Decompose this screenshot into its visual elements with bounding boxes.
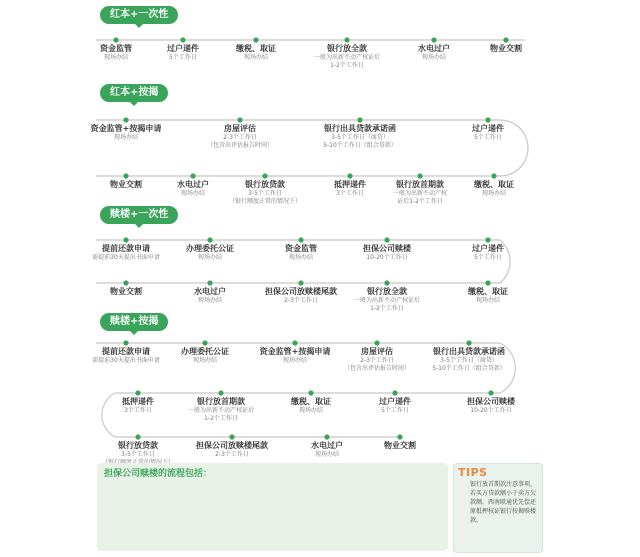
section-title-red-mortgage: 红本+按揭 [100, 84, 168, 102]
section-1-step-3-detail: 5个工作日 [474, 134, 502, 141]
section-2-step-2-detail: 现场办结 [288, 254, 313, 261]
section-1-step-4-detail: 现场办结 [481, 190, 506, 197]
section-2-step-4-dot [485, 237, 490, 242]
section-3-step-11-detail: 2-3个工作日 [215, 451, 249, 458]
section-0-step-0-label: 资金监管 [100, 44, 132, 53]
section-3-step-4-detail: 5-10个工作日（组合贷款） [432, 365, 506, 372]
section-1-step-2 [323, 124, 397, 150]
section-3-step-0 [92, 347, 160, 365]
section-2-step-8-label: 水电过户 [194, 287, 226, 296]
section-0-step-5 [490, 44, 522, 54]
section-2-step-9-dot [123, 280, 128, 285]
section-3-step-4 [432, 347, 506, 373]
section-0-step-1-dot [180, 37, 185, 42]
section-3-step-2 [260, 347, 331, 365]
section-2-step-8 [194, 287, 226, 305]
section-1-step-2-detail: 3-5个工作日（商贷） [331, 134, 389, 141]
section-2-step-5 [468, 287, 508, 305]
section-0-step-1-detail: 5个工作日 [169, 54, 197, 61]
section-3-step-13 [384, 441, 416, 451]
section-0-step-5-label: 物业交割 [490, 44, 522, 53]
section-title-redeem-one-time: 赎楼+一次性 [100, 206, 178, 224]
section-2-step-9 [110, 287, 142, 297]
section-2-step-1-detail: 现场办结 [197, 254, 222, 261]
section-3-step-12-label: 水电过户 [311, 441, 343, 450]
section-1-step-0 [91, 124, 162, 142]
section-2-step-5-dot [485, 280, 490, 285]
section-2-step-5-detail: 现场办结 [475, 297, 500, 304]
section-0-step-2-detail: 现场办结 [243, 54, 268, 61]
section-1-step-2-detail: 5-10个工作日（组合贷款） [323, 142, 397, 149]
section-0-step-1 [167, 44, 199, 62]
section-1-step-3 [472, 124, 504, 142]
section-3-step-12-detail: 现场办结 [314, 451, 339, 458]
section-1-step-1-detail: （包含出评估报告时间） [206, 142, 274, 149]
section-2-step-2 [285, 244, 317, 262]
section-1-step-7 [229, 180, 301, 206]
section-1-step-1-label: 房屋评估 [223, 124, 256, 133]
section-3-step-5-detail: 10-20个工作日 [470, 407, 512, 414]
section-3-step-13-label: 物业交割 [384, 441, 416, 450]
section-3-step-9-label: 抵押递件 [122, 397, 154, 406]
section-3-step-6-dot [392, 390, 397, 395]
section-0-step-0 [100, 44, 132, 62]
section-3-step-5-dot [488, 390, 493, 395]
section-3-step-3-dot [374, 340, 379, 345]
section-3-step-10-label: 银行放贷款 [117, 441, 158, 450]
section-1-step-6-label: 抵押递件 [334, 180, 366, 189]
section-title-redeem-mortgage: 赎楼+按揭 [100, 313, 168, 331]
section-3-step-5-label: 担保公司赎楼 [467, 397, 515, 406]
section-1-step-9 [110, 180, 142, 190]
section-3-step-0-detail: 需提前30天提出书面申请 [92, 357, 160, 364]
section-1-step-0-detail: 现场办结 [113, 134, 139, 141]
section-1-step-5-detail: 一般为出新不动产权 [392, 190, 448, 197]
section-3-step-7-dot [308, 390, 313, 395]
section-0-step-3-dot [344, 37, 349, 42]
section-2-step-3-detail: 10-20个工作日 [366, 254, 408, 261]
section-2-step-0 [92, 244, 160, 262]
section-3-step-1-detail: 现场办结 [192, 357, 217, 364]
section-2-step-7-detail: 2-3个工作日 [284, 297, 318, 304]
section-1-step-4-label: 缴税、取证 [474, 180, 514, 189]
section-1-step-9-label: 物业交割 [110, 180, 142, 189]
section-0-step-4-detail: 现场办结 [421, 54, 446, 61]
section-1-step-7-label: 银行放贷款 [244, 180, 285, 189]
section-2-step-6 [354, 287, 420, 313]
section-3-step-8-detail: 一般为出新不动产权证后 [187, 407, 255, 414]
section-0-step-3 [314, 44, 380, 70]
section-2-step-1-dot [207, 237, 212, 242]
section-1-step-2-label: 银行出具贷款承诺函 [324, 124, 396, 133]
section-1-step-8 [177, 180, 209, 198]
section-3-step-11-dot [229, 434, 234, 439]
section-3-step-9-detail: 3个工作日 [124, 407, 152, 414]
section-1-step-5-dot [417, 173, 422, 178]
section-2-step-3 [363, 244, 411, 262]
section-0-step-2-dot [253, 37, 258, 42]
section-3-step-11-label: 担保公司放赎楼尾款 [196, 441, 268, 450]
section-3-step-1 [181, 347, 229, 365]
section-3-step-9-dot [135, 390, 140, 395]
section-2-step-7-label: 担保公司放赎楼尾款 [265, 287, 337, 296]
section-0-step-2-label: 缴税、取证 [236, 44, 276, 53]
section-3-step-4-dot [466, 340, 471, 345]
section-3-step-6 [379, 397, 411, 415]
section-2-step-7 [265, 287, 337, 305]
section-3-step-1-dot [202, 340, 207, 345]
section-2-step-1 [186, 244, 234, 262]
section-3-step-8-detail: 1-2个工作日 [204, 415, 238, 422]
section-2-step-3-label: 担保公司赎楼 [363, 244, 411, 253]
section-1-step-7-detail: 3-5个工作日 [248, 190, 282, 197]
section-0-step-0-dot [113, 37, 118, 42]
section-1-step-5 [393, 180, 447, 206]
section-1-step-6 [334, 180, 366, 198]
section-2-step-4 [472, 244, 504, 262]
section-3-step-3 [344, 347, 410, 373]
section-3-step-4-detail: 3-5个工作日（商贷） [440, 357, 498, 364]
section-3-step-0-dot [123, 340, 128, 345]
section-2-step-2-dot [298, 237, 303, 242]
section-2-step-6-dot [384, 280, 389, 285]
section-3-step-4-label: 银行出具贷款承诺函 [433, 347, 505, 356]
section-3-step-3-detail: 2-3个工作日 [360, 357, 394, 364]
section-0-step-5-dot [503, 37, 508, 42]
section-3-step-12-dot [324, 434, 329, 439]
section-3-step-2-label: 资金监管+按揭申请 [259, 347, 331, 356]
section-1-step-6-dot [347, 173, 352, 178]
section-1-step-1 [207, 124, 273, 150]
section-0-step-2 [236, 44, 276, 62]
section-3-step-10-dot [135, 434, 140, 439]
section-0-step-4-dot [431, 37, 436, 42]
section-2-step-6-detail: 一般为出新不动产权证后 [353, 297, 421, 304]
section-3-step-1-label: 办理委托公证 [181, 347, 229, 356]
section-3-step-0-label: 提前还款申请 [101, 347, 150, 356]
section-1-step-9-dot [123, 173, 128, 178]
section-1-step-3-label: 过户递件 [472, 124, 504, 133]
section-2-step-3-dot [384, 237, 389, 242]
section-2-step-8-dot [207, 280, 212, 285]
section-2-step-7-dot [298, 280, 303, 285]
section-3-step-6-detail: 5个工作日 [381, 407, 409, 414]
section-3-step-5 [467, 397, 515, 415]
section-2-step-6-detail: 1-2个工作日 [370, 305, 404, 312]
section-0-step-3-label: 银行放全款 [326, 44, 367, 53]
tips-text: 银行放首期款注意事项，若买方贷款额小于卖方欠款额，西南联通优先偿还原抵押权证银行按揭赎楼款。 [470, 481, 537, 524]
section-3-step-2-detail: 现场办结 [282, 357, 308, 364]
section-3-step-13-dot [397, 434, 402, 439]
section-2-step-5-label: 缴税、取证 [468, 287, 508, 296]
section-3-step-2-dot [292, 340, 297, 345]
section-2-step-8-detail: 现场办结 [197, 297, 222, 304]
section-2-step-0-dot [123, 237, 128, 242]
section-2-step-1-label: 办理委托公证 [186, 244, 234, 253]
tips-heading: TIPS [458, 466, 488, 479]
section-1-step-5-detail: 证后1-2个工作日 [397, 198, 443, 205]
section-3-step-3-detail: （包含出评估报告时间） [343, 365, 411, 372]
section-0-step-0-detail: 现场办结 [103, 54, 128, 61]
section-2-step-6-label: 银行放全款 [366, 287, 407, 296]
section-2-step-9-label: 物业交割 [110, 287, 142, 296]
section-3-step-7 [291, 397, 331, 415]
section-3-step-10-detail: 3-5个工作日 [121, 451, 155, 458]
section-1-step-1-dot [237, 117, 242, 122]
section-3-step-8-dot [218, 390, 223, 395]
section-0-step-4-label: 水电过户 [418, 44, 450, 53]
section-1-step-5-label: 银行放首期款 [395, 180, 444, 189]
section-3-step-11 [196, 441, 268, 459]
section-1-step-0-label: 资金监管+按揭申请 [90, 124, 162, 133]
section-3-step-6-label: 过户递件 [379, 397, 411, 406]
section-2-step-2-label: 资金监管 [285, 244, 317, 253]
section-2-step-4-label: 过户递件 [472, 244, 504, 253]
section-1-step-8-detail: 现场办结 [180, 190, 205, 197]
section-title-red-one-time: 红本+一次性 [100, 6, 178, 24]
section-3-step-7-detail: 现场办结 [298, 407, 323, 414]
section-0-step-1-label: 过户递件 [167, 44, 199, 53]
section-2-step-4-detail: 5个工作日 [474, 254, 502, 261]
section-0-step-3-detail: 1-2个工作日 [330, 62, 364, 69]
section-1-step-4-dot [491, 173, 496, 178]
section-1-step-7-detail: （银行额度正常的情况下） [228, 198, 302, 205]
section-2-step-0-label: 提前还款申请 [101, 244, 150, 253]
section-1-step-8-dot [190, 173, 195, 178]
section-3-step-8 [188, 397, 254, 423]
section-0-step-3-detail: 一般为出新不动产权证后 [313, 54, 381, 61]
section-3-step-9 [122, 397, 154, 415]
section-3-step-7-label: 缴税、取证 [291, 397, 331, 406]
section-1-step-6-detail: 3个工作日 [336, 190, 364, 197]
section-1-step-2-dot [357, 117, 362, 122]
section-3-step-12 [311, 441, 343, 459]
section-1-step-7-dot [262, 173, 267, 178]
guarantee-title: 担保公司赎楼的流程包括： [104, 469, 213, 479]
section-1-step-1-detail: 2-3个工作日 [223, 134, 257, 141]
section-2-step-0-detail: 需提前30天提出书面申请 [92, 254, 160, 261]
section-1-step-8-label: 水电过户 [177, 180, 209, 189]
section-1-step-0-dot [123, 117, 128, 122]
section-1-step-4 [474, 180, 514, 198]
section-0-step-4 [418, 44, 450, 62]
section-3-step-8-label: 银行放首期款 [196, 397, 245, 406]
section-3-step-3-label: 房屋评估 [360, 347, 393, 356]
section-1-step-3-dot [485, 117, 490, 122]
